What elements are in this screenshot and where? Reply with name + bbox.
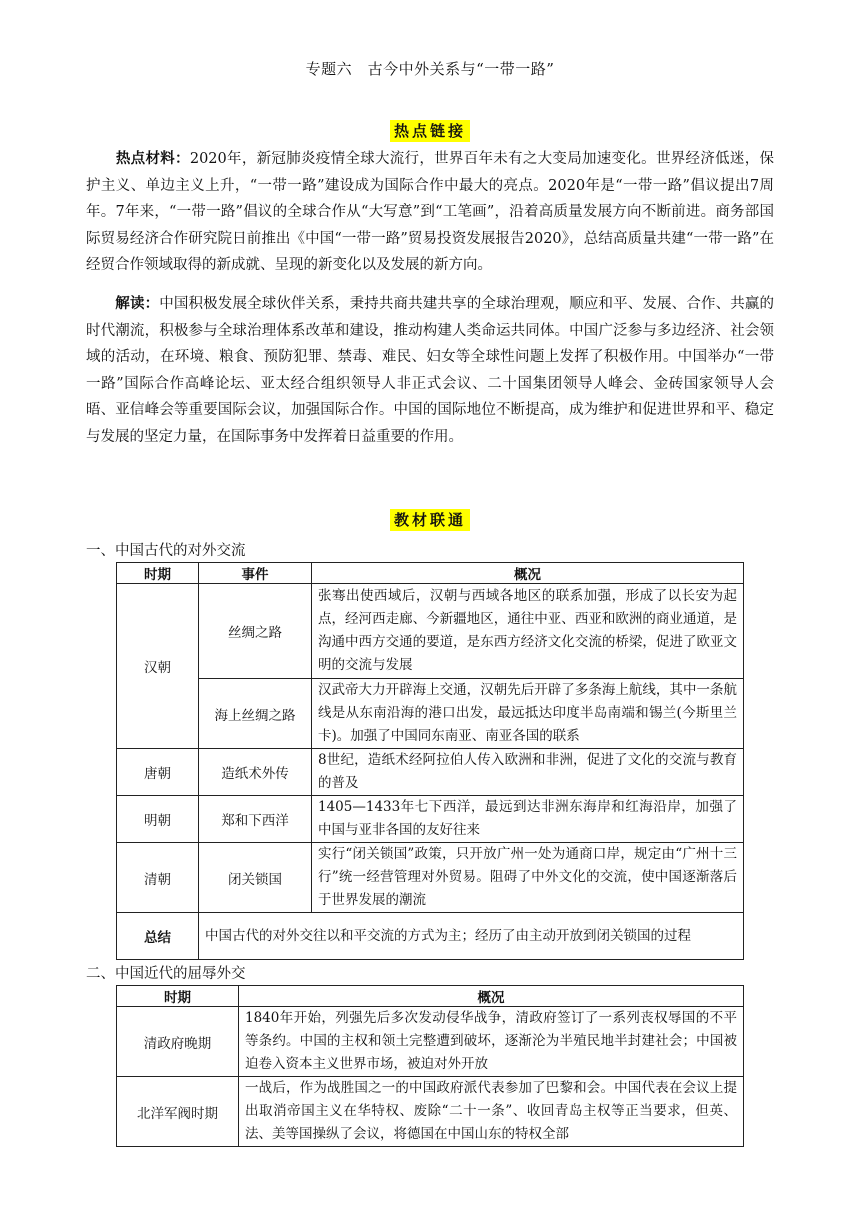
modern-diplomacy-table [116,985,744,1147]
header-summary: 概况 [312,563,744,584]
table-row [117,1077,744,1147]
page-title: 专题六 古今中外关系与“一带一路” [305,60,555,78]
event-cell: 造纸术外传 [199,749,312,796]
table-row [117,796,744,843]
table-summary-row [117,913,744,960]
interpretation-text: 中国积极发展全球伙伴关系，秉持共商共建共享的全球治理观，顺应和平、发展、合作、共赢的时代潮流，积极参与全球治理体系改革和建设，推动构建人类命运共同体。中国广泛参与多边经济、社会领域的活动，在环境、粮食、预防犯罪、禁毒、难民、妇女等全球性问题上发挥了积极作用。中国举办“一带一路”国际合作高峰论坛、亚太经合组织领导人非正式会议、二十国集团领导人峰会、金砖国家领导人会晤、亚信峰会等重要国际会议，加强国际合作。中国的国际地位不断提高，成为维护和促进世界和平、稳定与发展的坚定力量，在国际事务中发挥着日益重要的作用。 [86,296,775,445]
table-row [117,843,744,913]
interpretation-label: 解读： [115,296,160,312]
event-cell: 海上丝绸之路 [199,679,312,749]
summary-cell: 1405—1433年七下西洋，最远到达非洲东海岸和红海沿岸，加强了中国与亚非各国的友好往来 [312,796,744,843]
table-header-row [117,986,744,1007]
ancient-exchange-table [116,562,744,960]
header-event: 事件 [199,563,312,584]
interpretation-paragraph [86,291,774,450]
summary-label: 总结 [117,913,199,960]
period-cell: 清政府晚期 [117,1007,239,1077]
summary-cell: 一战后，作为战胜国之一的中国政府派代表参加了巴黎和会。中国代表在会议上提出取消帝国主义在华特权、废除“二十一条”、收回青岛主权等正当要求，但英、法、美等国操纵了会议，将德国在中国山东的特权全部 [239,1077,744,1147]
period-cell: 明朝 [117,796,199,843]
event-cell: 郑和下西洋 [199,796,312,843]
period-cell: 北洋军阀时期 [117,1077,239,1147]
textbook-heading-label: 教材联通 [390,509,470,531]
table-header-row [117,563,744,584]
hot-material-text: 2020年，新冠肺炎疫情全球大流行，世界百年未有之大变局加速变化。世界经济低迷，保护主义、单边主义上升，“一带一路”建设成为国际合作中最大的亮点。2020年是“一带一路”倡议提出7周年。7年来，“一带一路”倡议的全球合作从“大写意”到“工笔画”，沿着高质量发展方向不断前进。商务部国际贸易经济合作研究院日前推出《中国“一带一路”贸易投资发展报告2020》，总结高质量共建“一带一路”在经贸合作领域取得的新成就、呈现的新变化以及发展的新方向。 [86,151,775,273]
hot-material-label: 热点材料： [115,151,190,167]
table-row [117,1007,744,1077]
table-row [117,584,744,679]
period-cell: 汉朝 [117,584,199,749]
summary-cell: 实行“闭关锁国”政策，只开放广州一处为通商口岸，规定由“广州十三行”统一经营管理对外贸易。阻碍了中外文化的交流，使中国逐渐落后于世界发展的潮流 [312,843,744,913]
summary-cell: 张骞出使西域后，汉朝与西域各地区的联系加强，形成了以长安为起点，经河西走廊、今新疆地区，通往中亚、西亚和欧洲的商业通道，是沟通中西方交通的要道，是东西方经济文化交流的桥梁，促进了欧亚文明的交流与发展 [312,584,744,679]
summary-cell: 1840年开始，列强先后多次发动侵华战争，清政府签订了一系列丧权辱国的不平等条约。中国的主权和领土完整遭到破坏，逐渐沦为半殖民地半封建社会；中国被迫卷入资本主义世界市场，被迫对外开放 [239,1007,744,1077]
header-summary: 概况 [239,986,744,1007]
table-row [117,679,744,749]
event-cell: 丝绸之路 [199,584,312,679]
table-row [117,749,744,796]
summary-cell: 汉武帝大力开辟海上交通，汉朝先后开辟了多条海上航线，其中一条航线是从东南沿海的港口出发，最远抵达印度半岛南端和锡兰(今斯里兰卡)。加强了中国同东南亚、南亚各国的联系 [312,679,744,749]
period-cell: 唐朝 [117,749,199,796]
period-cell: 清朝 [117,843,199,913]
event-cell: 闭关锁国 [199,843,312,913]
summary-text: 中国古代的对外交往以和平交流的方式为主；经历了由主动开放到闭关锁国的过程 [199,913,744,960]
section2-title: 二、中国近代的屈辱外交 [86,966,246,982]
hot-link-heading-label: 热点链接 [390,120,470,142]
textbook-heading [0,509,860,530]
section1-title: 一、中国古代的对外交流 [86,543,246,559]
hot-material-paragraph [86,146,774,279]
header-period: 时期 [117,563,199,584]
header-period: 时期 [117,986,239,1007]
hot-link-heading [0,120,860,141]
summary-cell: 8世纪，造纸术经阿拉伯人传入欧洲和非洲，促进了文化的交流与教育的普及 [312,749,744,796]
